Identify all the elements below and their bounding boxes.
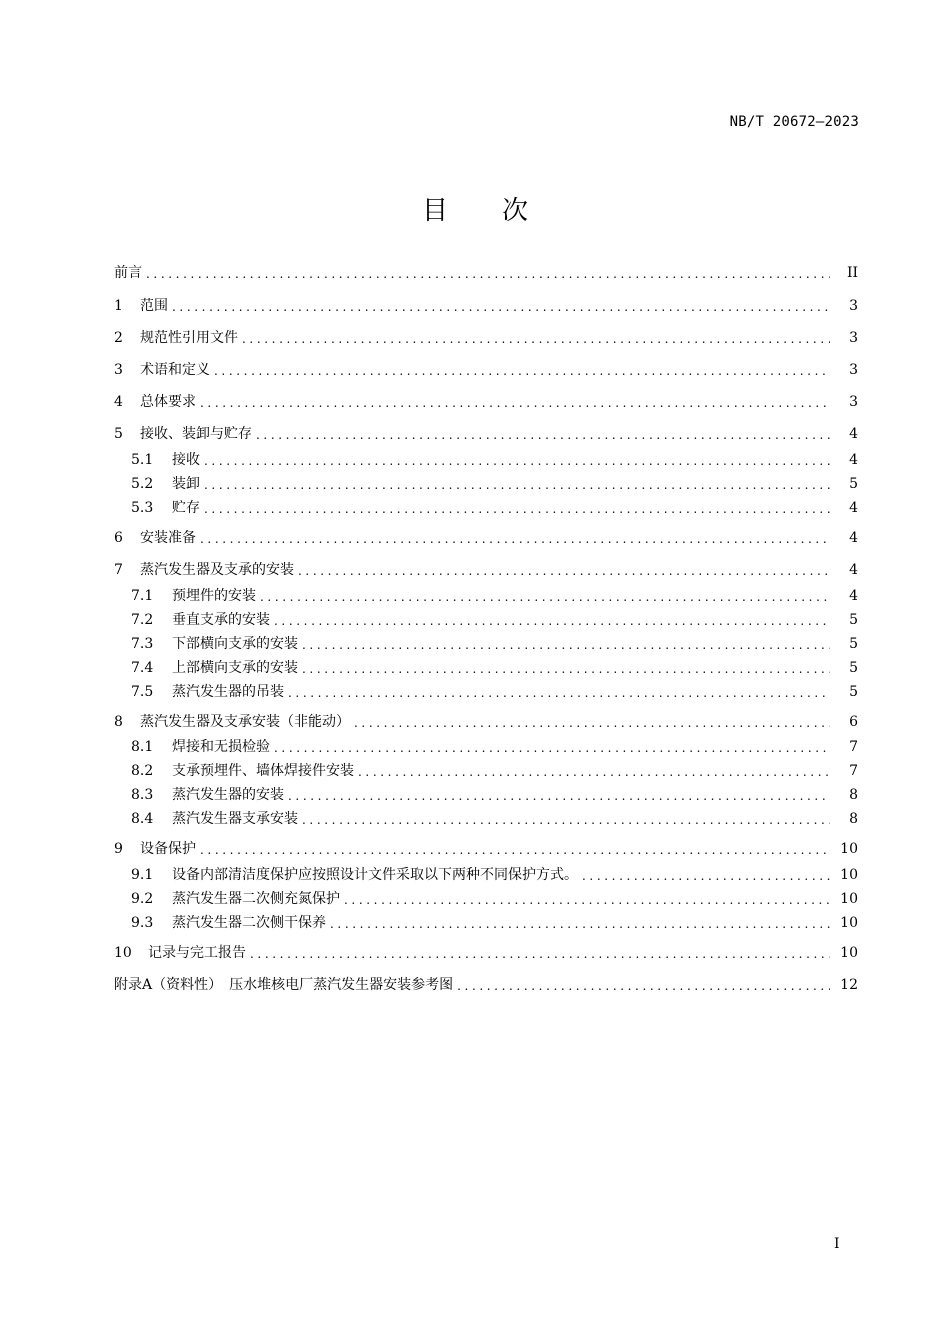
toc-leader-dots: [330, 916, 830, 933]
toc-leader-dots: [200, 842, 830, 859]
toc-entry-number: 7.2: [131, 612, 154, 628]
toc-entry-label: 蒸汽发生器的吊装: [172, 684, 284, 700]
toc-entry-page: 10: [840, 945, 858, 961]
toc-leader-dots: [457, 978, 830, 995]
toc-leader-dots: [358, 764, 830, 781]
toc-entry-page: 3: [849, 330, 858, 346]
toc-entry-page: 3: [849, 298, 858, 314]
standard-code: NB/T 20672—2023: [729, 114, 859, 130]
toc-entry-label: 垂直支承的安装: [172, 612, 270, 628]
toc-leader-dots: [200, 531, 830, 548]
toc-leader-dots: [146, 266, 830, 283]
toc-entry-page: 5: [849, 612, 858, 628]
toc-subentry[interactable]: [114, 889, 858, 909]
toc-entry-label: 蒸汽发生器的安装: [172, 787, 284, 803]
toc-entry[interactable]: [114, 975, 858, 995]
toc-entry[interactable]: [114, 943, 858, 963]
toc-entry-number: 7.1: [131, 588, 154, 604]
toc-subentry[interactable]: [114, 737, 858, 757]
toc-leader-dots: [274, 740, 830, 757]
toc-entry-number: 5: [114, 426, 123, 442]
toc-entry-number: 8.3: [131, 787, 154, 803]
toc-subentry[interactable]: [114, 498, 858, 518]
toc-entry-number: 5.1: [131, 452, 154, 468]
toc-entry-page: 4: [849, 530, 858, 546]
toc-leader-dots: [250, 946, 830, 963]
toc-subentry[interactable]: [114, 785, 858, 805]
toc-entry-page: 4: [849, 588, 858, 604]
toc-entry[interactable]: [114, 839, 858, 859]
toc-entry[interactable]: [114, 328, 858, 348]
toc-leader-dots: [344, 892, 830, 909]
toc-entry-page: 10: [840, 915, 858, 931]
toc-entry[interactable]: [114, 712, 858, 732]
toc-leader-dots: [214, 363, 830, 380]
toc-entry-page: 7: [849, 763, 858, 779]
toc-subentry[interactable]: [114, 658, 858, 678]
toc-subentry[interactable]: [114, 586, 858, 606]
toc-entry-page: 12: [840, 977, 858, 993]
toc-entry-label: 设备内部清洁度保护应按照设计文件采取以下两种不同保护方式。: [172, 867, 578, 883]
toc-entry-page: 3: [849, 394, 858, 410]
toc-entry-page: 5: [849, 660, 858, 676]
toc-entry-label: 安装准备: [140, 530, 196, 546]
toc-entry-label: 蒸汽发生器及支承的安装: [140, 562, 294, 578]
page-number: I: [834, 1236, 840, 1252]
toc-entry-label: 记录与完工报告: [148, 945, 246, 961]
toc-leader-dots: [302, 637, 830, 654]
toc-entry-number: 7.3: [131, 636, 154, 652]
toc-entry-number: 5.3: [131, 500, 154, 516]
toc-entry-label: 蒸汽发生器支承安装: [172, 811, 298, 827]
toc-entry-label: 焊接和无损检验: [172, 739, 270, 755]
toc-subentry[interactable]: [114, 809, 858, 829]
toc-entry-label: 范围: [140, 298, 168, 314]
toc-entry-number: 9.3: [131, 915, 154, 931]
toc-entry-label: 装卸: [172, 476, 200, 492]
toc-entry-label: 预埋件的安装: [172, 588, 256, 604]
toc-leader-dots: [200, 395, 830, 412]
toc-entry-number: 8.1: [131, 739, 154, 755]
toc-leader-dots: [274, 613, 830, 630]
toc-entry-label: 蒸汽发生器及支承安装（非能动）: [140, 714, 350, 730]
toc-entry-label: 附录A（资料性） 压水堆核电厂蒸汽发生器安装参考图: [114, 977, 454, 993]
toc-entry-label: 总体要求: [140, 394, 196, 410]
toc-entry-number: 6: [114, 530, 123, 546]
toc-entry-page: 8: [849, 811, 858, 827]
toc-entry-page: 8: [849, 787, 858, 803]
toc-subentry[interactable]: [114, 610, 858, 630]
toc-entry-number: 8: [114, 714, 123, 730]
toc-entry-number: 7.5: [131, 684, 154, 700]
toc-leader-dots: [288, 685, 830, 702]
toc-entry-number: 3: [114, 362, 123, 378]
toc-entry-label: 支承预埋件、墙体焊接件安装: [172, 763, 354, 779]
toc-entry-number: 9.1: [131, 867, 154, 883]
toc-entry-label: 规范性引用文件: [140, 330, 238, 346]
toc-entry-page: 7: [849, 739, 858, 755]
toc-entry-number: 2: [114, 330, 123, 346]
toc-entry-label: 蒸汽发生器二次侧干保养: [172, 915, 326, 931]
toc-entry-label: 贮存: [172, 500, 200, 516]
toc-subentry[interactable]: [114, 913, 858, 933]
toc-entry-page: 4: [849, 562, 858, 578]
toc-subentry[interactable]: [114, 474, 858, 494]
toc-entry-label: 蒸汽发生器二次侧充氮保护: [172, 891, 340, 907]
toc-entry-number: 8.2: [131, 763, 154, 779]
toc-entry-number: 7: [114, 562, 123, 578]
toc-entry-number: 5.2: [131, 476, 154, 492]
toc-entry-number: 8.4: [131, 811, 154, 827]
toc-leader-dots: [298, 563, 830, 580]
page-title: 目次: [421, 196, 582, 226]
toc-subentry[interactable]: [114, 761, 858, 781]
toc-entry-label: 上部横向支承的安装: [172, 660, 298, 676]
toc-entry-page: 10: [840, 841, 858, 857]
toc-entry-page: 6: [849, 714, 858, 730]
toc-entry-number: 10: [114, 945, 132, 961]
toc-entry[interactable]: [114, 560, 858, 580]
toc-entry-number: 9: [114, 841, 123, 857]
toc-entry[interactable]: [114, 424, 858, 444]
toc-entry[interactable]: [114, 296, 858, 316]
toc-leader-dots: [302, 661, 830, 678]
toc-entry-number: 1: [114, 298, 123, 314]
toc-entry-label: 设备保护: [140, 841, 196, 857]
toc-entry[interactable]: [114, 263, 858, 283]
toc-leader-dots: [256, 427, 830, 444]
toc-entry-number: 4: [114, 394, 123, 410]
toc-leader-dots: [302, 812, 830, 829]
toc-subentry[interactable]: [114, 865, 858, 885]
toc-entry-page: 5: [849, 636, 858, 652]
toc-leader-dots: [260, 589, 830, 606]
toc-leader-dots: [354, 715, 830, 732]
toc-entry-page: 10: [840, 867, 858, 883]
toc-entry-label: 前言: [114, 265, 142, 281]
toc-leader-dots: [288, 788, 830, 805]
toc-entry-page: 4: [849, 452, 858, 468]
toc-entry[interactable]: [114, 528, 858, 548]
toc-entry-label: 接收、装卸与贮存: [140, 426, 252, 442]
toc-leader-dots: [242, 331, 830, 348]
toc-entry-page: 5: [849, 476, 858, 492]
toc-entry-number: 7.4: [131, 660, 154, 676]
toc-leader-dots: [172, 299, 830, 316]
toc-leader-dots: [204, 477, 830, 494]
toc-entry-label: 下部横向支承的安装: [172, 636, 298, 652]
toc-entry-page: 5: [849, 684, 858, 700]
toc-subentry[interactable]: [114, 682, 858, 702]
toc-entry[interactable]: [114, 392, 858, 412]
toc-entry-label: 接收: [172, 452, 200, 468]
toc-entry-page: 4: [849, 426, 858, 442]
toc-subentry[interactable]: [114, 450, 858, 470]
toc-entry-page: 10: [840, 891, 858, 907]
toc-entry-page: 3: [849, 362, 858, 378]
toc-entry-label: 术语和定义: [140, 362, 210, 378]
toc-entry-page: II: [846, 265, 858, 281]
toc-entry-page: 4: [849, 500, 858, 516]
toc-subentry[interactable]: [114, 634, 858, 654]
toc-entry[interactable]: [114, 360, 858, 380]
toc-leader-dots: [204, 501, 830, 518]
toc-leader-dots: [582, 868, 830, 885]
toc-entry-number: 9.2: [131, 891, 154, 907]
toc-leader-dots: [204, 453, 830, 470]
